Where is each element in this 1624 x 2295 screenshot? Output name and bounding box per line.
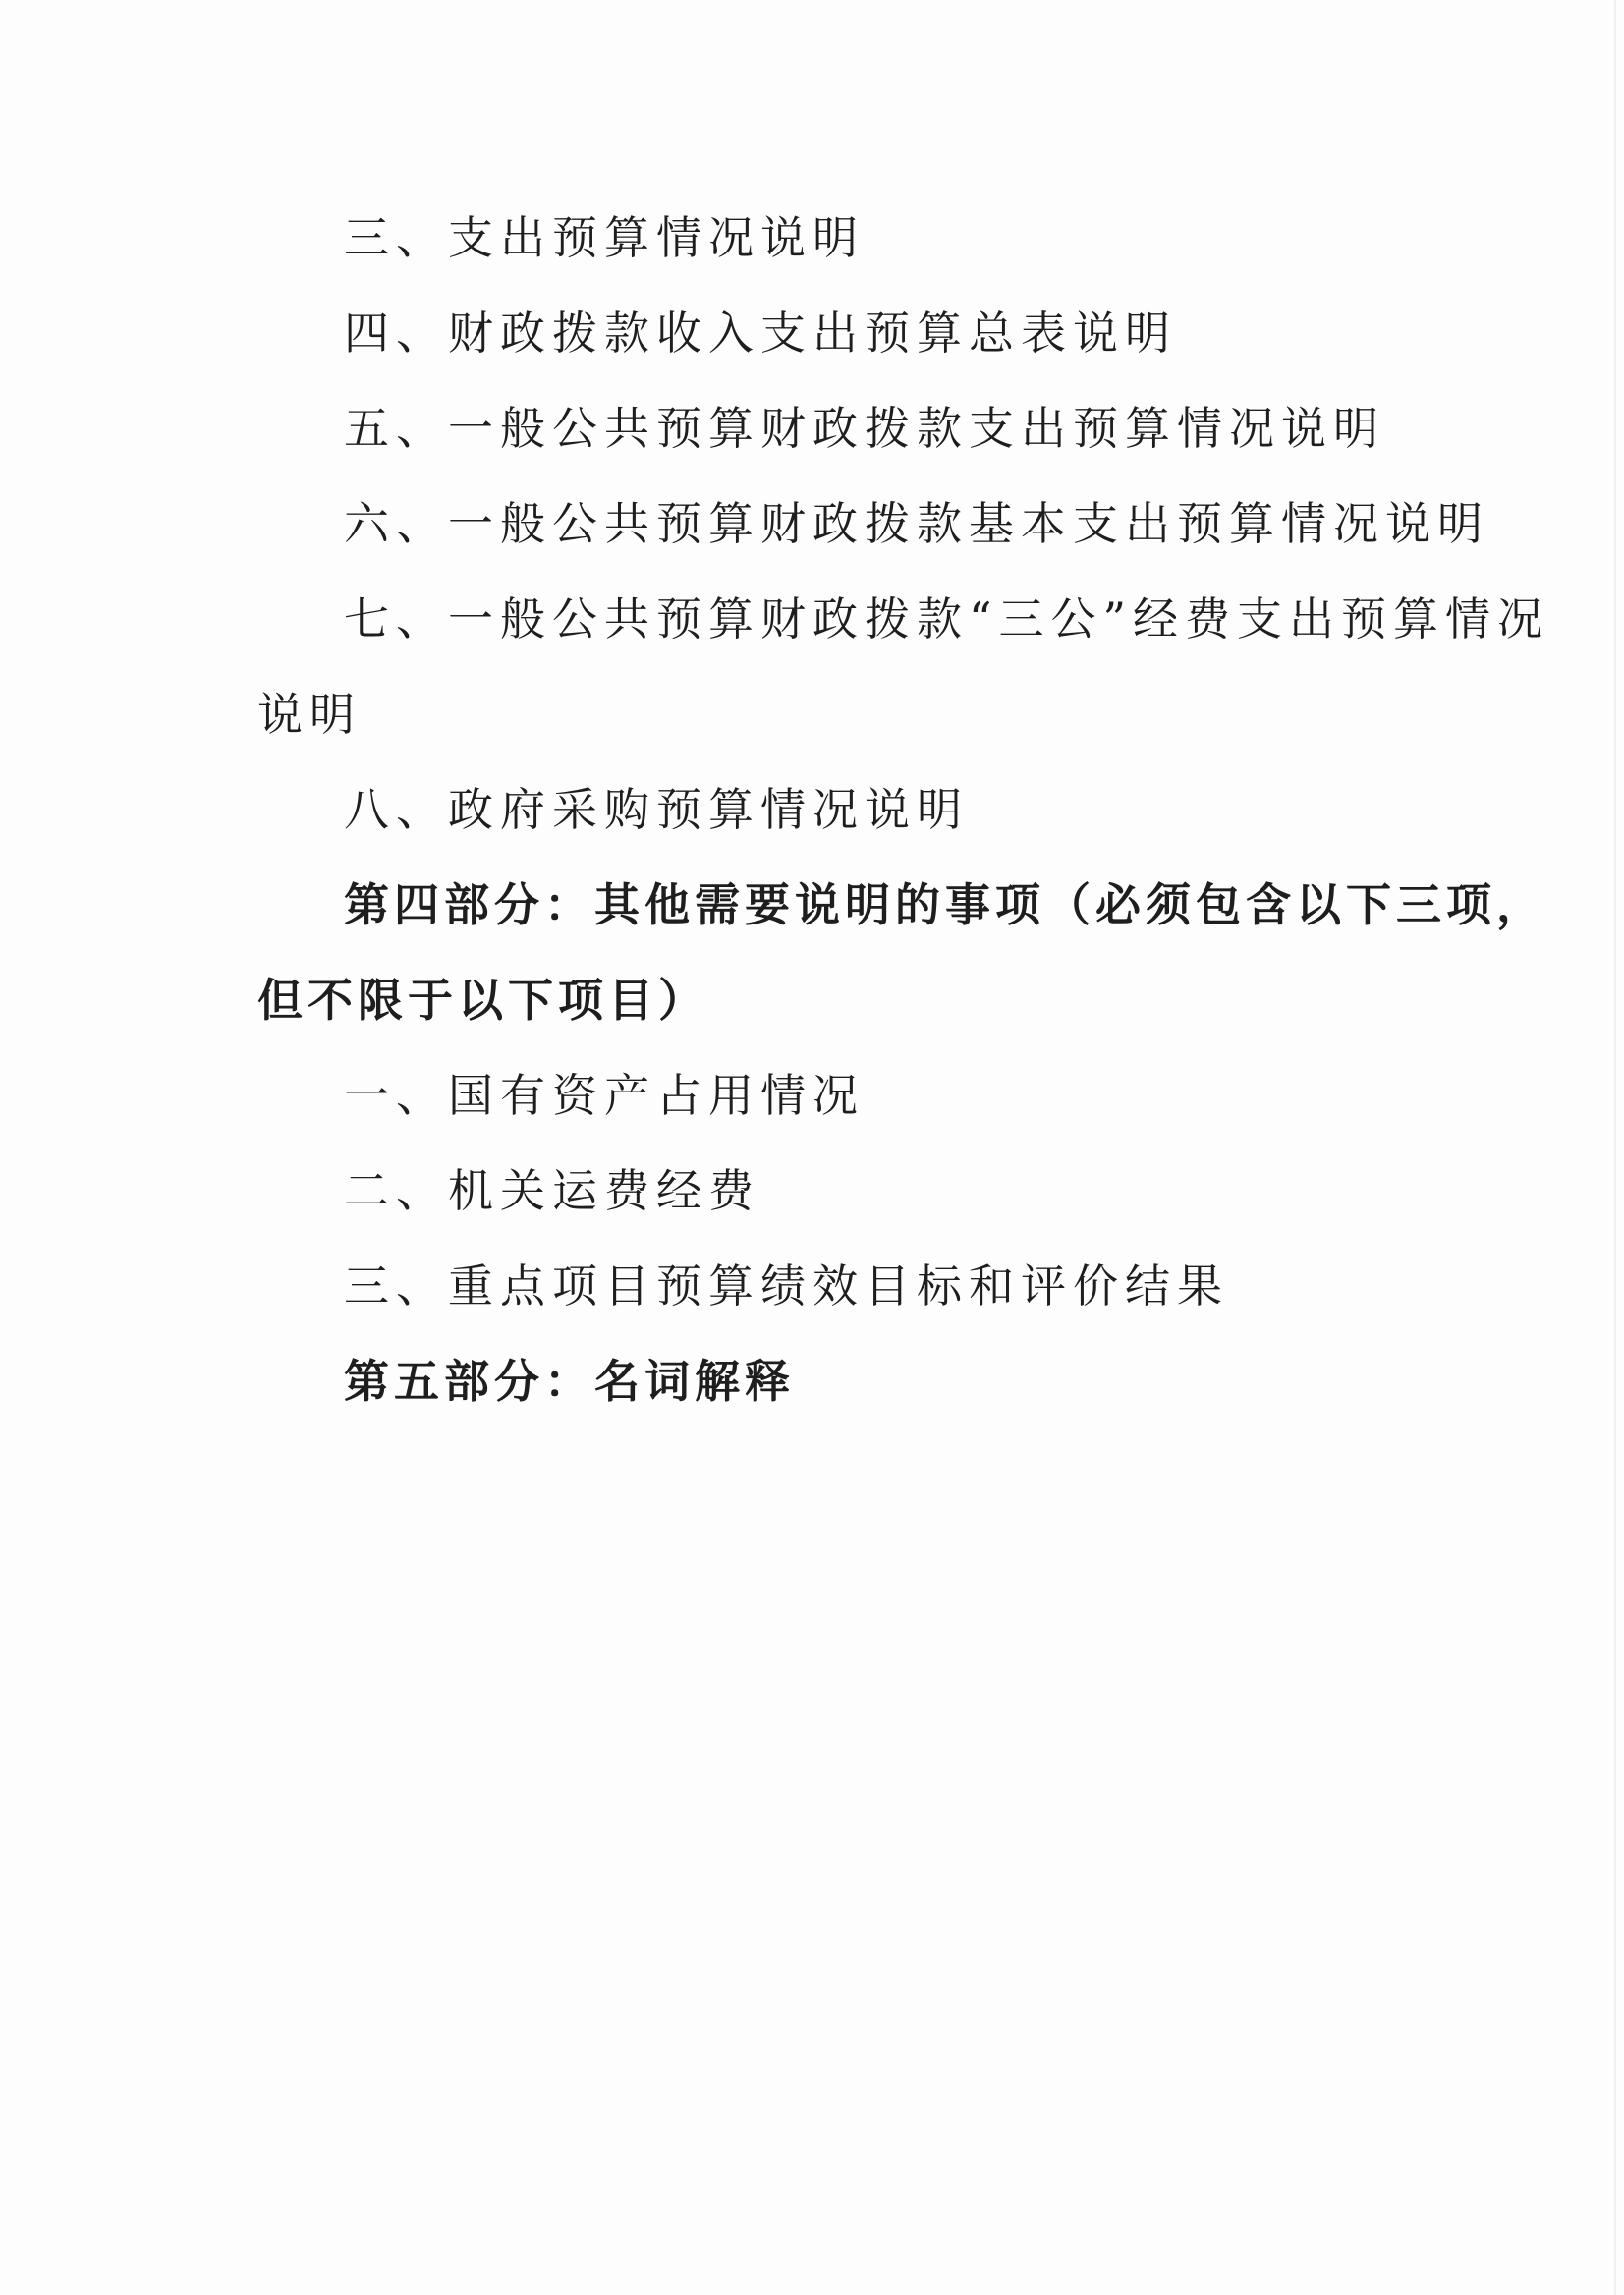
toc-item-basic-expenditure: 六、一般公共预算财政拨款基本支出预算情况说明 bbox=[344, 497, 1489, 550]
toc-item-operating-funds: 二、机关运费经费 bbox=[344, 1164, 760, 1217]
section-heading-part-four: 第四部分：其他需要说明的事项（必须包含以下三项， bbox=[344, 878, 1546, 931]
toc-item-general-public-expenditure: 五、一般公共预算财政拨款支出预算情况说明 bbox=[344, 402, 1385, 455]
toc-item-three-public-funds-continued: 说明 bbox=[257, 688, 362, 741]
toc-item-government-procurement: 八、政府采购预算情况说明 bbox=[344, 783, 969, 836]
toc-item-three-public-funds: 七、一般公共预算财政拨款“三公”经费支出预算情况 bbox=[344, 592, 1550, 645]
section-heading-part-five: 第五部分：名词解释 bbox=[344, 1355, 795, 1408]
document-body bbox=[257, 191, 1550, 1429]
page-edge bbox=[1614, 0, 1616, 2295]
toc-item-expenditure-budget: 三、支出预算情况说明 bbox=[344, 211, 865, 264]
toc-item-fiscal-summary: 四、财政拨款收入支出预算总表说明 bbox=[344, 307, 1177, 360]
toc-item-state-assets: 一、国有资产占用情况 bbox=[344, 1069, 865, 1122]
toc-item-performance-goals: 三、重点项目预算绩效目标和评价结果 bbox=[344, 1259, 1229, 1313]
section-heading-part-four-continued: 但不限于以下项目） bbox=[257, 974, 708, 1027]
